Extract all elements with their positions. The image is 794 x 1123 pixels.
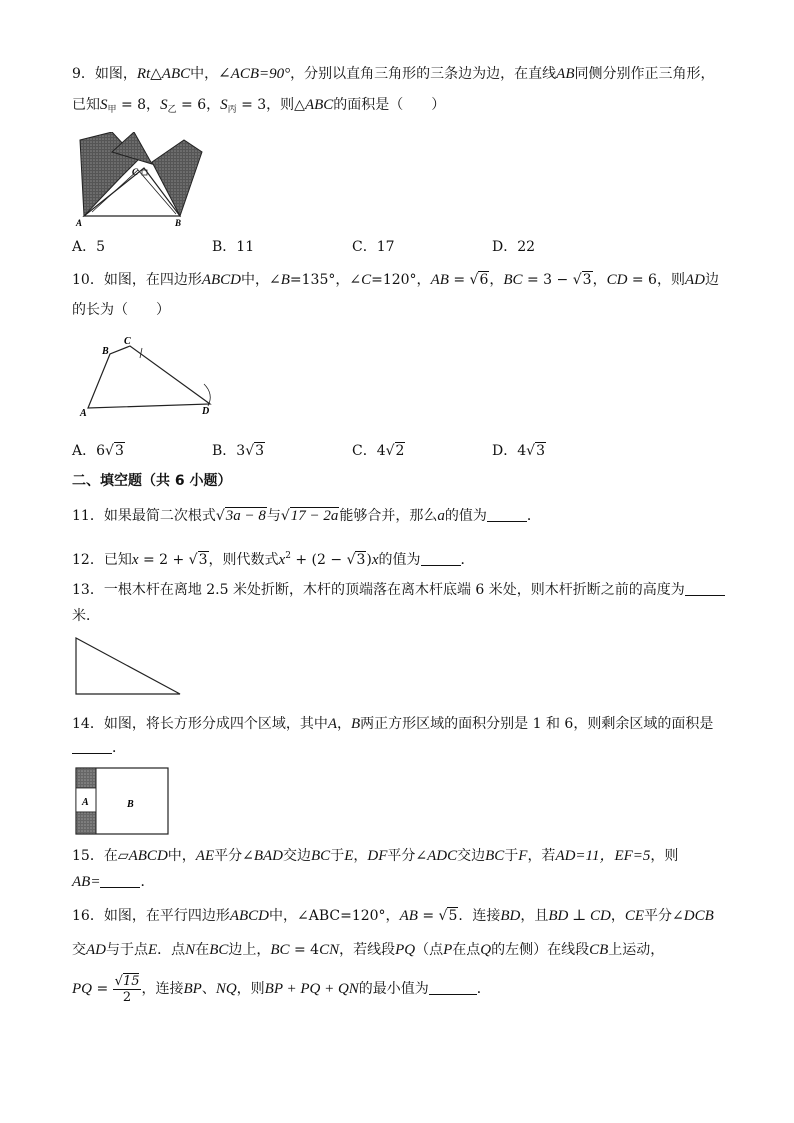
- q14-figure: [72, 764, 172, 838]
- q14-text: 14．如图，将长方形分成四个区域，其中: [72, 716, 328, 732]
- q16-line3: [72, 972, 491, 1006]
- q15-ae: AE: [195, 848, 215, 864]
- q9-text: 同侧分别作正三角形，: [574, 66, 715, 82]
- q10-text: 中，∠: [241, 272, 281, 288]
- q9-line1: [72, 64, 714, 84]
- q10-eq: = 6，则: [627, 272, 685, 288]
- q10-label-d: D: [202, 406, 210, 417]
- q16-text: 平分∠: [644, 908, 684, 924]
- q15-df: DF: [367, 848, 388, 864]
- q15-adc: ADC: [427, 848, 458, 864]
- q14-comma: ，: [337, 716, 351, 732]
- q10-option-c[interactable]: [352, 440, 405, 460]
- q10-sqrt3: √3: [572, 272, 592, 288]
- q15-text: 于: [330, 848, 345, 864]
- q12-text: ): [366, 552, 372, 568]
- q14-answer-blank[interactable]: [72, 739, 112, 754]
- q10-option-d[interactable]: [492, 440, 546, 460]
- q16-expr: BP + PQ + QN: [264, 981, 359, 997]
- q9-option-c[interactable]: C．17: [352, 239, 395, 255]
- q11-sqrt1: √3a − 8: [215, 508, 266, 524]
- q11-line: [72, 506, 541, 526]
- q9-text: 已知: [72, 97, 100, 113]
- q13-triangle: [76, 638, 180, 694]
- q16-text: ，连接: [141, 981, 184, 997]
- q16-cn: CN: [319, 942, 340, 958]
- q10-comma: ，: [489, 272, 504, 288]
- q16-text: ，则: [236, 981, 265, 997]
- q16-cb: CB: [589, 942, 609, 958]
- q10-b: B: [280, 272, 290, 288]
- q9-s3-sub: 丙: [227, 105, 237, 115]
- q10-option-label: C．4: [352, 443, 386, 459]
- q13-line2: 米．: [72, 608, 100, 624]
- q16-eq: =: [417, 908, 439, 924]
- q15-ab: AB=: [72, 874, 101, 890]
- rad: 3: [114, 443, 124, 459]
- q16-text: 16．如图，在平行四边形: [72, 908, 230, 924]
- q10-option-label: A．6: [72, 443, 106, 459]
- q10-rad: 6: [479, 272, 489, 288]
- q15-text: 于: [504, 848, 519, 864]
- q9-number: 9．如图，: [72, 66, 137, 82]
- q9-s2-sub: 乙: [167, 105, 177, 115]
- q16-text: 上运动，: [608, 942, 665, 958]
- q10-text: 10．如图，在四边形: [72, 272, 202, 288]
- q15-text: ，则: [650, 848, 679, 864]
- q13-figure: [72, 634, 184, 698]
- q16-ab: AB: [399, 908, 418, 924]
- q12-text: + (2 −: [290, 552, 347, 568]
- q16-text: ，且: [520, 908, 549, 924]
- q9-s1-sub: 甲: [107, 105, 117, 115]
- q16-dcb: DCB: [683, 908, 714, 924]
- q9-label-b: B: [175, 218, 182, 228]
- q13-answer-blank[interactable]: [685, 581, 725, 596]
- q9-line2: [72, 95, 445, 120]
- q16-text: （点: [415, 942, 444, 958]
- q15-text: 中，: [167, 848, 196, 864]
- q16-sqrt5: √5: [438, 908, 458, 924]
- q11-answer-blank[interactable]: [487, 507, 527, 522]
- q9-s3-val: = 3，则△: [236, 97, 305, 113]
- q16-ad: AD: [86, 942, 106, 958]
- q15-answer-blank[interactable]: [100, 873, 140, 888]
- q16-text: 的最小值为: [358, 981, 429, 997]
- q12-text: 的值为: [378, 552, 421, 568]
- q16-eq: = 4: [289, 942, 320, 958]
- q12-x: x: [131, 552, 139, 568]
- q15-abcd: ABCD: [128, 848, 168, 864]
- q16-text: ，若线段: [339, 942, 396, 958]
- q11-text: 的值为: [444, 508, 487, 524]
- q9-text: 的面积是（ ）: [333, 97, 446, 113]
- q9-ab: AB: [556, 66, 575, 82]
- q12-sq: 2: [285, 551, 291, 561]
- q12-text: = 2 +: [138, 552, 189, 568]
- parallelogram-icon: ▱: [117, 848, 129, 864]
- q15-bc2: BC: [485, 848, 505, 864]
- q9-text: ，分别以直角三角形的三条边为边，在直线: [290, 66, 557, 82]
- q10-ab: AB: [430, 272, 449, 288]
- q9-triangle: Rt△ABC: [136, 66, 191, 82]
- q10-cd: CD: [606, 272, 628, 288]
- q16-text: ，: [610, 908, 625, 924]
- q13-text: 13．一根木杆在离地 2.5 米处折断，木杆的顶端落在离木杆底端 6 米处，则木杆折断之前的高度为: [72, 582, 685, 598]
- q14-line2: [72, 738, 126, 758]
- q15-text: ，: [353, 848, 368, 864]
- q14-region-top: [76, 768, 96, 788]
- q16-n: N: [185, 942, 196, 958]
- q16-text: 与于点: [106, 942, 148, 958]
- q10-text: =135°，∠: [289, 272, 362, 288]
- section-heading: 二、填空题（共 6 小题）: [72, 473, 232, 489]
- q10-eq: =: [448, 272, 470, 288]
- q15-text: 交边: [283, 848, 312, 864]
- q9-s2-val: = 6，: [176, 97, 221, 113]
- sqrt: √2: [385, 443, 405, 459]
- q15-bad: BAD: [253, 848, 284, 864]
- q16-text: 交: [72, 942, 86, 958]
- q9-label-a: A: [76, 218, 83, 228]
- q15-line1: [72, 846, 678, 866]
- q16-bp: BP: [183, 981, 202, 997]
- q10-line1: [72, 270, 719, 290]
- q15-f: F: [518, 848, 528, 864]
- q10-option-a[interactable]: [72, 440, 125, 460]
- q11-sqrt2: √17 − 2a: [280, 508, 339, 524]
- q15-condition: AD=11，EF=5: [555, 848, 651, 864]
- q16-text: 中，∠ABC=120°，: [269, 908, 400, 924]
- q16-p: P: [443, 942, 453, 958]
- q16-pq: PQ: [395, 942, 416, 958]
- sqrt: √3: [245, 443, 265, 459]
- q16-fraction: [113, 974, 142, 1005]
- rad: 17 − 2a: [290, 508, 339, 524]
- q16-ce: CE: [624, 908, 644, 924]
- q15-end: ．: [140, 874, 155, 890]
- q15-text: ，若: [527, 848, 556, 864]
- q12-end: ．: [460, 552, 475, 568]
- q14-region-bottom: [76, 812, 96, 834]
- q16-end: ．: [476, 981, 491, 997]
- q11-var: a: [437, 508, 445, 524]
- q11-text: 能够合并，那么: [339, 508, 438, 524]
- q9-option-d[interactable]: D．22: [492, 239, 536, 255]
- q14-end: ．: [112, 740, 126, 756]
- q16-text: 、: [201, 981, 216, 997]
- q16-line2: [72, 940, 664, 960]
- q9-abc: ABC: [304, 97, 334, 113]
- sqrt: √3: [105, 443, 124, 459]
- q16-bc2: BC: [270, 942, 290, 958]
- q11-end: ．: [526, 508, 541, 524]
- q10-label-b: B: [102, 346, 109, 357]
- q9-option-b[interactable]: B．11: [212, 239, 255, 255]
- q16-text: 的左侧）在线段: [491, 942, 590, 958]
- q16-e: E: [148, 942, 158, 958]
- q15-text: 15．在: [72, 848, 118, 864]
- q9-s2: S: [160, 97, 168, 113]
- q16-eq: =: [92, 981, 113, 997]
- q10-text: =120°，: [371, 272, 431, 288]
- rad: 5: [448, 908, 458, 924]
- q16-text: 在: [195, 942, 210, 958]
- q14-label-b: B: [127, 799, 134, 810]
- q10-eq: = 3 −: [522, 272, 573, 288]
- q10-c: C: [361, 272, 372, 288]
- q14-b: B: [351, 716, 361, 732]
- q9-s1-val: = 8，: [116, 97, 161, 113]
- q16-nq: NQ: [215, 981, 237, 997]
- q9-s1: S: [100, 97, 108, 113]
- q12-text: 12．已知: [72, 552, 132, 568]
- q16-text: 在点: [452, 942, 481, 958]
- rad: 3: [356, 552, 366, 568]
- q10-ad: AD: [684, 272, 705, 288]
- q16-bc: BC: [209, 942, 229, 958]
- q10-figure: [76, 330, 226, 420]
- q10-bc: BC: [503, 272, 523, 288]
- q15-text: 平分∠: [387, 848, 428, 864]
- q12-text: ，则代数式: [208, 552, 279, 568]
- q12-sqrt2: √3: [346, 552, 366, 568]
- q10-label-a: A: [80, 408, 87, 419]
- q14-line1: [72, 714, 713, 734]
- q10-text: 边: [704, 272, 719, 288]
- q12-line: [72, 546, 475, 570]
- q16-text: 边上，: [228, 942, 271, 958]
- rad: 15: [122, 973, 140, 989]
- rad: 2: [395, 443, 405, 459]
- sqrt: √3: [526, 443, 545, 459]
- q16-answer-blank[interactable]: [429, 980, 477, 995]
- q15-e: E: [344, 848, 354, 864]
- q14-text: 两正方形区域的面积分别是 1 和 6，则剩余区域的面积是: [360, 716, 714, 732]
- q10-option-label: D．4: [492, 443, 527, 459]
- q10-label-c: C: [124, 336, 131, 347]
- q16-text: ．连接: [458, 908, 501, 924]
- q9-text: 中，: [190, 66, 219, 82]
- q9-s3: S: [220, 97, 228, 113]
- q10-rad: 3: [582, 272, 592, 288]
- q16-pq2: PQ: [72, 981, 92, 997]
- q9-angle: ∠ACB=90°: [218, 66, 291, 82]
- q16-frac-den: 2: [122, 989, 132, 1005]
- q11-text: 11．如果最简二次根式: [72, 508, 216, 524]
- q10-option-b[interactable]: [212, 440, 265, 460]
- q15-text: 平分∠: [214, 848, 254, 864]
- q9-option-a[interactable]: A．5: [72, 239, 106, 255]
- q12-sqrt: √3: [188, 552, 208, 568]
- q13-line1: [72, 580, 725, 600]
- q16-frac-num: √15: [114, 973, 140, 989]
- q12-x3: x: [371, 552, 379, 568]
- q16-bd: BD: [500, 908, 521, 924]
- q10-sqrt6: √6: [469, 272, 489, 288]
- q16-abcd: ABCD: [229, 908, 269, 924]
- rad: 3: [198, 552, 208, 568]
- q10-line2: 的长为（ ）: [72, 302, 170, 318]
- q16-q: Q: [480, 942, 492, 958]
- rad: 3: [536, 443, 545, 459]
- q9-label-c: C: [132, 167, 139, 177]
- q16-line1: [72, 906, 714, 926]
- q10-option-label: B．3: [212, 443, 246, 459]
- q15-bc: BC: [311, 848, 331, 864]
- q16-perp: BD ⊥ CD: [548, 908, 611, 924]
- q15-text: 交边: [457, 848, 486, 864]
- q9-figure: [72, 132, 212, 228]
- q10-abcd: ABCD: [201, 272, 241, 288]
- q14-a: A: [327, 716, 337, 732]
- rad: 3: [255, 443, 265, 459]
- q15-line2: [72, 872, 154, 892]
- q11-text: 与: [266, 508, 281, 524]
- q12-answer-blank[interactable]: [421, 551, 461, 566]
- rad: 3a − 8: [225, 508, 266, 524]
- q10-comma: ，: [592, 272, 607, 288]
- q12-x2: x: [278, 552, 286, 568]
- q16-text: ．点: [157, 942, 186, 958]
- q14-label-a: A: [82, 797, 89, 808]
